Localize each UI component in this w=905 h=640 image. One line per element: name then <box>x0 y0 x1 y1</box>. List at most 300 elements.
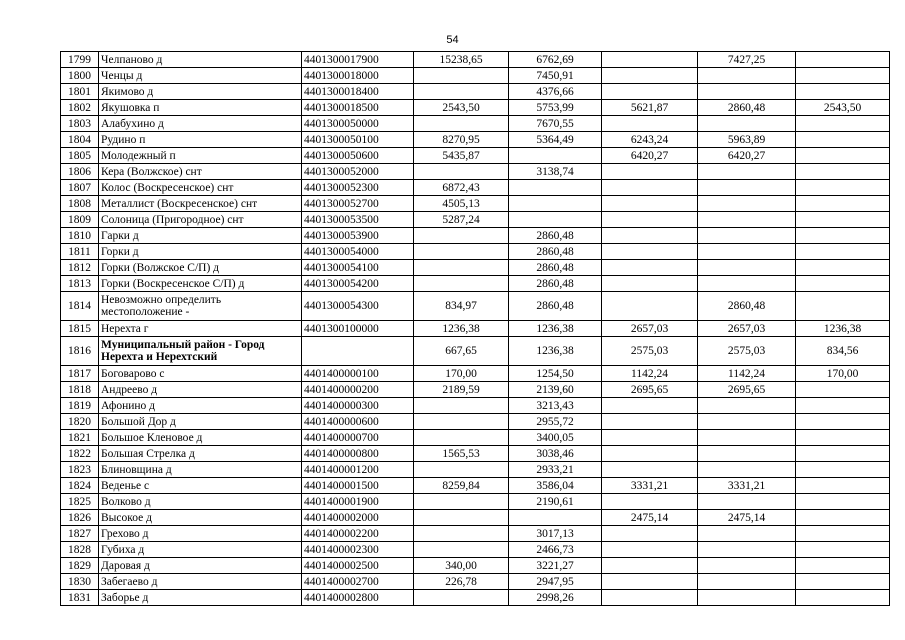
value-col-1 <box>414 276 509 292</box>
value-col-4: 1142,24 <box>698 366 796 382</box>
value-col-4 <box>698 430 796 446</box>
table-row <box>61 84 890 100</box>
row-number: 1820 <box>61 414 99 430</box>
table-row <box>61 462 890 478</box>
oktmo-code: 4401300052000 <box>302 164 414 180</box>
value-col-3: 2475,14 <box>602 510 698 526</box>
value-col-2: 3213,43 <box>509 398 602 414</box>
row-number: 1816 <box>61 337 99 366</box>
table-row <box>61 558 890 574</box>
row-number: 1815 <box>61 321 99 337</box>
settlement-name: Якимово д <box>99 84 302 100</box>
value-col-4: 6420,27 <box>698 148 796 164</box>
value-col-1: 834,97 <box>414 292 509 321</box>
value-col-5 <box>796 132 890 148</box>
value-col-2: 2466,73 <box>509 542 602 558</box>
value-col-2: 2139,60 <box>509 382 602 398</box>
value-col-4 <box>698 542 796 558</box>
row-number: 1826 <box>61 510 99 526</box>
table-row <box>61 148 890 164</box>
table-row <box>61 510 890 526</box>
value-col-1: 5435,87 <box>414 148 509 164</box>
value-col-2: 3038,46 <box>509 446 602 462</box>
settlement-name: Солоница (Пригородное) снт <box>99 212 302 228</box>
row-number: 1810 <box>61 228 99 244</box>
oktmo-code: 4401400002000 <box>302 510 414 526</box>
settlement-name: Гарки д <box>99 228 302 244</box>
row-number: 1812 <box>61 260 99 276</box>
settlement-name: Якушовка п <box>99 100 302 116</box>
oktmo-code: 4401300050000 <box>302 116 414 132</box>
value-col-5 <box>796 446 890 462</box>
table-row <box>61 526 890 542</box>
value-col-1 <box>414 430 509 446</box>
value-col-3 <box>602 84 698 100</box>
value-col-3 <box>602 542 698 558</box>
value-col-3 <box>602 196 698 212</box>
value-col-4 <box>698 558 796 574</box>
row-number: 1806 <box>61 164 99 180</box>
data-table <box>60 51 890 606</box>
table-row <box>61 52 890 68</box>
value-col-3 <box>602 276 698 292</box>
oktmo-code: 4401400000700 <box>302 430 414 446</box>
settlement-name: Колос (Воскресенское) снт <box>99 180 302 196</box>
table-row <box>61 228 890 244</box>
value-col-1 <box>414 494 509 510</box>
value-col-2: 3400,05 <box>509 430 602 446</box>
value-col-1: 1236,38 <box>414 321 509 337</box>
row-number: 1828 <box>61 542 99 558</box>
value-col-4 <box>698 228 796 244</box>
settlement-name: Большая Стрелка д <box>99 446 302 462</box>
oktmo-code: 4401300053900 <box>302 228 414 244</box>
value-col-1: 2543,50 <box>414 100 509 116</box>
value-col-2: 3138,74 <box>509 164 602 180</box>
value-col-3 <box>602 68 698 84</box>
value-col-5: 1236,38 <box>796 321 890 337</box>
value-col-1 <box>414 398 509 414</box>
oktmo-code: 4401300018000 <box>302 68 414 84</box>
value-col-1 <box>414 510 509 526</box>
value-col-1 <box>414 164 509 180</box>
row-number: 1802 <box>61 100 99 116</box>
settlement-name: Нерехта г <box>99 321 302 337</box>
settlement-name: Высокое д <box>99 510 302 526</box>
value-col-3: 6243,24 <box>602 132 698 148</box>
value-col-1: 6872,43 <box>414 180 509 196</box>
value-col-3 <box>602 414 698 430</box>
value-col-3: 5621,87 <box>602 100 698 116</box>
value-col-2: 7450,91 <box>509 68 602 84</box>
value-col-4 <box>698 398 796 414</box>
value-col-2: 2860,48 <box>509 228 602 244</box>
value-col-4 <box>698 446 796 462</box>
value-col-4: 7427,25 <box>698 52 796 68</box>
value-col-2 <box>509 180 602 196</box>
value-col-5: 170,00 <box>796 366 890 382</box>
value-col-4: 3331,21 <box>698 478 796 494</box>
value-col-4 <box>698 462 796 478</box>
value-col-4 <box>698 526 796 542</box>
oktmo-code: 4401300018400 <box>302 84 414 100</box>
value-col-2: 4376,66 <box>509 84 602 100</box>
value-col-4 <box>698 212 796 228</box>
table-row <box>61 574 890 590</box>
value-col-2: 1254,50 <box>509 366 602 382</box>
value-col-5 <box>796 398 890 414</box>
settlement-name: Алабухино д <box>99 116 302 132</box>
value-col-2: 2860,48 <box>509 276 602 292</box>
table-row <box>61 68 890 84</box>
value-col-5 <box>796 116 890 132</box>
oktmo-code: 4401400000100 <box>302 366 414 382</box>
value-col-4 <box>698 414 796 430</box>
value-col-2: 2955,72 <box>509 414 602 430</box>
row-number: 1805 <box>61 148 99 164</box>
value-col-5 <box>796 414 890 430</box>
value-col-1 <box>414 542 509 558</box>
oktmo-code: 4401400002800 <box>302 590 414 606</box>
value-col-4: 2657,03 <box>698 321 796 337</box>
value-col-3 <box>602 558 698 574</box>
row-number: 1811 <box>61 244 99 260</box>
value-col-3 <box>602 292 698 321</box>
settlement-name: Металлист (Воскресенское) снт <box>99 196 302 212</box>
value-col-5 <box>796 558 890 574</box>
value-col-1 <box>414 244 509 260</box>
value-col-2: 5364,49 <box>509 132 602 148</box>
table-row <box>61 292 890 321</box>
value-col-1: 15238,65 <box>414 52 509 68</box>
value-col-2: 2860,48 <box>509 244 602 260</box>
settlement-name: Волково д <box>99 494 302 510</box>
value-col-4 <box>698 68 796 84</box>
value-col-3 <box>602 462 698 478</box>
row-number: 1804 <box>61 132 99 148</box>
row-number: 1813 <box>61 276 99 292</box>
row-number: 1799 <box>61 52 99 68</box>
oktmo-code <box>302 337 414 366</box>
oktmo-code: 4401400001500 <box>302 478 414 494</box>
table-row <box>61 478 890 494</box>
value-col-1 <box>414 228 509 244</box>
value-col-3 <box>602 52 698 68</box>
row-number: 1808 <box>61 196 99 212</box>
value-col-1 <box>414 462 509 478</box>
value-col-4 <box>698 116 796 132</box>
row-number: 1830 <box>61 574 99 590</box>
value-col-5 <box>796 68 890 84</box>
value-col-3 <box>602 212 698 228</box>
oktmo-code: 4401400002500 <box>302 558 414 574</box>
settlement-name: Кера (Волжское) снт <box>99 164 302 180</box>
value-col-4: 2475,14 <box>698 510 796 526</box>
table-row <box>61 446 890 462</box>
oktmo-code: 4401400001900 <box>302 494 414 510</box>
value-col-4 <box>698 276 796 292</box>
settlement-name: Муниципальный район - Город Нерехта и Нерехтский <box>99 337 302 366</box>
table-row <box>61 382 890 398</box>
oktmo-code: 4401300050600 <box>302 148 414 164</box>
row-number: 1821 <box>61 430 99 446</box>
settlement-name: Андреево д <box>99 382 302 398</box>
settlement-name: Блиновщина д <box>99 462 302 478</box>
value-col-4: 2575,03 <box>698 337 796 366</box>
row-number: 1819 <box>61 398 99 414</box>
value-col-2: 2998,26 <box>509 590 602 606</box>
row-number: 1818 <box>61 382 99 398</box>
value-col-3 <box>602 260 698 276</box>
table-row <box>61 398 890 414</box>
value-col-1: 226,78 <box>414 574 509 590</box>
oktmo-code: 4401300054000 <box>302 244 414 260</box>
value-col-3 <box>602 446 698 462</box>
value-col-3 <box>602 590 698 606</box>
table-row <box>61 180 890 196</box>
row-number: 1823 <box>61 462 99 478</box>
value-col-4 <box>698 196 796 212</box>
oktmo-code: 4401300053500 <box>302 212 414 228</box>
value-col-5 <box>796 164 890 180</box>
value-col-5 <box>796 292 890 321</box>
value-col-1 <box>414 68 509 84</box>
row-number: 1827 <box>61 526 99 542</box>
value-col-3: 2575,03 <box>602 337 698 366</box>
table-row <box>61 494 890 510</box>
value-col-5 <box>796 526 890 542</box>
value-col-3: 1142,24 <box>602 366 698 382</box>
oktmo-code: 4401400001200 <box>302 462 414 478</box>
settlement-name: Даровая д <box>99 558 302 574</box>
table-row <box>61 542 890 558</box>
value-col-3 <box>602 398 698 414</box>
oktmo-code: 4401400000200 <box>302 382 414 398</box>
value-col-5 <box>796 430 890 446</box>
value-col-5 <box>796 574 890 590</box>
value-col-2: 7670,55 <box>509 116 602 132</box>
table-row <box>61 212 890 228</box>
oktmo-code: 4401400000800 <box>302 446 414 462</box>
row-number: 1831 <box>61 590 99 606</box>
value-col-2: 1236,38 <box>509 337 602 366</box>
value-col-3 <box>602 574 698 590</box>
value-col-5 <box>796 196 890 212</box>
row-number: 1825 <box>61 494 99 510</box>
settlement-name: Заборье д <box>99 590 302 606</box>
row-number: 1807 <box>61 180 99 196</box>
settlement-name: Веденье с <box>99 478 302 494</box>
value-col-2 <box>509 510 602 526</box>
value-col-3 <box>602 244 698 260</box>
value-col-5 <box>796 382 890 398</box>
value-col-5 <box>796 180 890 196</box>
value-col-4 <box>698 84 796 100</box>
oktmo-code: 4401300018500 <box>302 100 414 116</box>
settlement-name: Молодежный п <box>99 148 302 164</box>
settlement-name: Челпаново д <box>99 52 302 68</box>
value-col-1: 8259,84 <box>414 478 509 494</box>
value-col-4 <box>698 180 796 196</box>
table-row <box>61 260 890 276</box>
table-row <box>61 321 890 337</box>
oktmo-code: 4401400000300 <box>302 398 414 414</box>
value-col-1: 2189,59 <box>414 382 509 398</box>
value-col-1: 1565,53 <box>414 446 509 462</box>
row-number: 1829 <box>61 558 99 574</box>
value-col-1 <box>414 414 509 430</box>
settlement-name: Забегаево д <box>99 574 302 590</box>
value-col-2: 3586,04 <box>509 478 602 494</box>
value-col-5: 2543,50 <box>796 100 890 116</box>
value-col-2: 2190,61 <box>509 494 602 510</box>
value-col-2: 5753,99 <box>509 100 602 116</box>
value-col-5 <box>796 244 890 260</box>
value-col-2 <box>509 196 602 212</box>
row-number: 1809 <box>61 212 99 228</box>
value-col-4 <box>698 244 796 260</box>
settlement-name: Афонино д <box>99 398 302 414</box>
value-col-5 <box>796 542 890 558</box>
oktmo-code: 4401300052700 <box>302 196 414 212</box>
value-col-3 <box>602 526 698 542</box>
value-col-4 <box>698 260 796 276</box>
value-col-3 <box>602 228 698 244</box>
value-col-3: 3331,21 <box>602 478 698 494</box>
table-row <box>61 430 890 446</box>
row-number: 1800 <box>61 68 99 84</box>
value-col-2 <box>509 148 602 164</box>
settlement-name: Невозможно определить местоположение - <box>99 292 302 321</box>
value-col-2 <box>509 212 602 228</box>
table-row <box>61 276 890 292</box>
value-col-2: 6762,69 <box>509 52 602 68</box>
value-col-5: 834,56 <box>796 337 890 366</box>
table-row <box>61 116 890 132</box>
value-col-4 <box>698 164 796 180</box>
settlement-name: Боговарово с <box>99 366 302 382</box>
value-col-1: 4505,13 <box>414 196 509 212</box>
table-row <box>61 366 890 382</box>
value-col-1: 340,00 <box>414 558 509 574</box>
value-col-4 <box>698 574 796 590</box>
table-row <box>61 196 890 212</box>
settlement-name: Рудино п <box>99 132 302 148</box>
value-col-4: 2695,65 <box>698 382 796 398</box>
value-col-2: 2947,95 <box>509 574 602 590</box>
value-col-3 <box>602 116 698 132</box>
table-row <box>61 132 890 148</box>
table-row <box>61 164 890 180</box>
oktmo-code: 4401300017900 <box>302 52 414 68</box>
value-col-1 <box>414 526 509 542</box>
settlement-name: Большое Кленовое д <box>99 430 302 446</box>
value-col-2: 1236,38 <box>509 321 602 337</box>
oktmo-code: 4401400000600 <box>302 414 414 430</box>
row-number: 1814 <box>61 292 99 321</box>
value-col-1: 667,65 <box>414 337 509 366</box>
value-col-1: 170,00 <box>414 366 509 382</box>
value-col-3 <box>602 164 698 180</box>
value-col-3: 2657,03 <box>602 321 698 337</box>
settlement-name: Грехово д <box>99 526 302 542</box>
row-number: 1824 <box>61 478 99 494</box>
settlement-name: Большой Дор д <box>99 414 302 430</box>
value-col-1: 5287,24 <box>414 212 509 228</box>
value-col-2: 2860,48 <box>509 292 602 321</box>
value-col-5 <box>796 260 890 276</box>
row-number: 1803 <box>61 116 99 132</box>
value-col-3: 6420,27 <box>602 148 698 164</box>
oktmo-code: 4401300050100 <box>302 132 414 148</box>
page-number: 54 <box>446 34 459 46</box>
value-col-1 <box>414 260 509 276</box>
value-col-3 <box>602 494 698 510</box>
value-col-5 <box>796 276 890 292</box>
value-col-2: 2933,21 <box>509 462 602 478</box>
oktmo-code: 4401400002700 <box>302 574 414 590</box>
value-col-1 <box>414 84 509 100</box>
settlement-name: Губиха д <box>99 542 302 558</box>
value-col-4: 5963,89 <box>698 132 796 148</box>
settlement-name: Ченцы д <box>99 68 302 84</box>
oktmo-code: 4401300052300 <box>302 180 414 196</box>
value-col-1: 8270,95 <box>414 132 509 148</box>
value-col-3 <box>602 430 698 446</box>
value-col-5 <box>796 148 890 164</box>
value-col-4: 2860,48 <box>698 292 796 321</box>
value-col-5 <box>796 212 890 228</box>
oktmo-code: 4401300054300 <box>302 292 414 321</box>
table-row <box>61 414 890 430</box>
value-col-1 <box>414 116 509 132</box>
row-number: 1822 <box>61 446 99 462</box>
table-row <box>61 590 890 606</box>
oktmo-code: 4401300054100 <box>302 260 414 276</box>
value-col-5 <box>796 84 890 100</box>
row-number: 1801 <box>61 84 99 100</box>
row-number: 1817 <box>61 366 99 382</box>
value-col-4: 2860,48 <box>698 100 796 116</box>
table-row <box>61 337 890 366</box>
table-row <box>61 244 890 260</box>
value-col-1 <box>414 590 509 606</box>
value-col-2: 3221,27 <box>509 558 602 574</box>
value-col-5 <box>796 510 890 526</box>
value-col-5 <box>796 590 890 606</box>
value-col-5 <box>796 228 890 244</box>
value-col-5 <box>796 52 890 68</box>
oktmo-code: 4401400002300 <box>302 542 414 558</box>
settlement-name: Горки (Волжское С/П) д <box>99 260 302 276</box>
oktmo-code: 4401400002200 <box>302 526 414 542</box>
table-row <box>61 100 890 116</box>
oktmo-code: 4401300054200 <box>302 276 414 292</box>
value-col-5 <box>796 494 890 510</box>
value-col-2: 2860,48 <box>509 260 602 276</box>
value-col-3: 2695,65 <box>602 382 698 398</box>
value-col-3 <box>602 180 698 196</box>
table-body <box>61 52 890 606</box>
value-col-4 <box>698 590 796 606</box>
value-col-5 <box>796 462 890 478</box>
value-col-4 <box>698 494 796 510</box>
settlement-name: Горки д <box>99 244 302 260</box>
settlement-name: Горки (Воскресенское С/П) д <box>99 276 302 292</box>
oktmo-code: 4401300100000 <box>302 321 414 337</box>
value-col-5 <box>796 478 890 494</box>
value-col-2: 3017,13 <box>509 526 602 542</box>
